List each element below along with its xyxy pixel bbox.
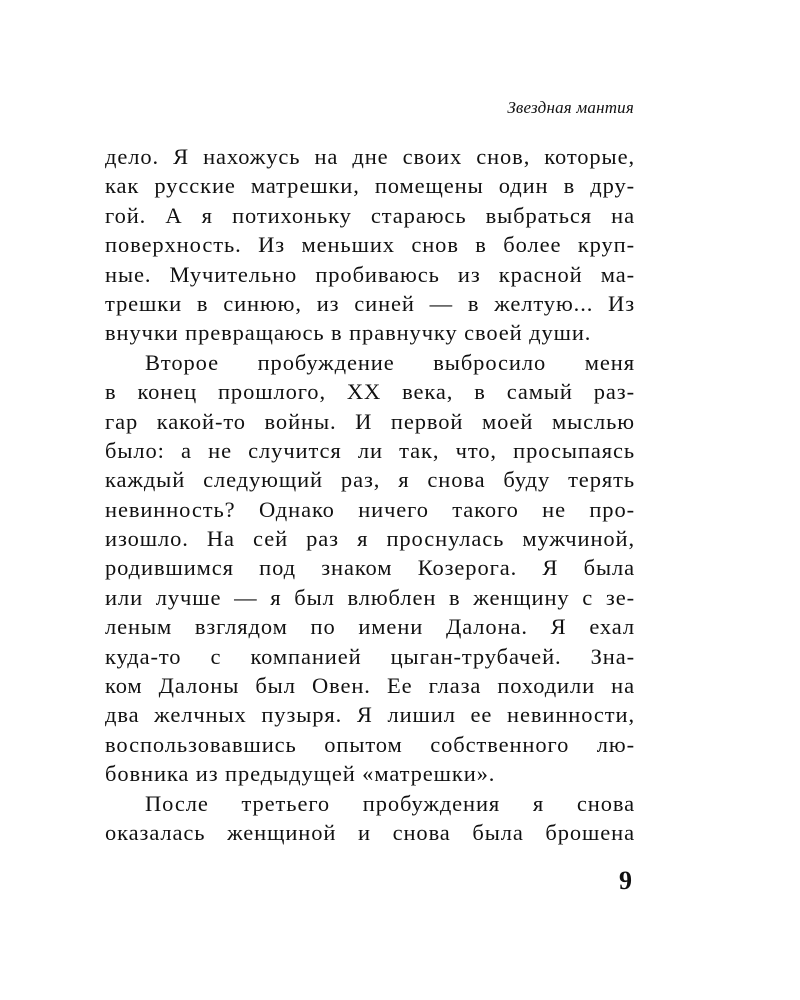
text-line: поверхность. Из меньших снов в более круп- <box>105 232 635 258</box>
text-line: было: а не случится ли так, что, просыпаясь <box>105 437 635 463</box>
text-line: как русские матрешки, помещены один в дру- <box>105 173 635 199</box>
body-text <box>105 142 635 847</box>
paragraph-1 <box>105 142 635 348</box>
page-number: 9 <box>619 866 632 895</box>
text-line: куда-то с компанией цыган-трубачей. Зна- <box>105 643 635 669</box>
text-line: два желчных пузыря. Я лишил ее невинности, <box>105 702 635 728</box>
text-line: Второе пробуждение выбросило меня <box>145 349 635 375</box>
text-line: трешки в синюю, из синей — в желтую... Из <box>105 290 635 316</box>
text-line: или лучше — я был влюблен в женщину с зе- <box>105 584 635 610</box>
paragraph-3 <box>105 789 635 848</box>
paragraph-2 <box>105 348 635 789</box>
text-line: гар какой-то войны. И первой моей мыслью <box>105 408 635 434</box>
running-head: Звездная мантия <box>507 98 634 117</box>
text-line: родившимся под знаком Козерога. Я была <box>105 555 635 581</box>
text-line: гой. А я потихоньку стараюсь выбраться на <box>105 202 635 228</box>
text-line: воспользовавшись опытом собственного лю- <box>105 731 635 757</box>
text-line: каждый следующий раз, я снова буду терять <box>105 467 635 493</box>
text-line: ком Далоны был Овен. Ее глаза походили на <box>105 673 635 699</box>
text-line: леным взглядом по имени Далона. Я ехал <box>105 614 635 640</box>
text-line: дело. Я нахожусь на дне своих снов, которые, <box>105 144 635 169</box>
text-line: внучки превращаюсь в правнучку своей души. <box>105 320 592 346</box>
text-line: невинность? Однако ничего такого не про- <box>105 496 635 522</box>
text-line: После третьего пробуждения я снова <box>145 790 635 816</box>
text-line: оказалась женщиной и снова была брошена <box>105 819 635 845</box>
text-line: бовника из предыдущей «матрешки». <box>105 761 496 787</box>
text-line: в конец прошлого, XX века, в самый раз- <box>105 379 635 405</box>
text-line: изошло. На сей раз я проснулась мужчиной, <box>105 526 635 552</box>
text-line: ные. Мучительно пробиваюсь из красной ма- <box>105 261 635 287</box>
